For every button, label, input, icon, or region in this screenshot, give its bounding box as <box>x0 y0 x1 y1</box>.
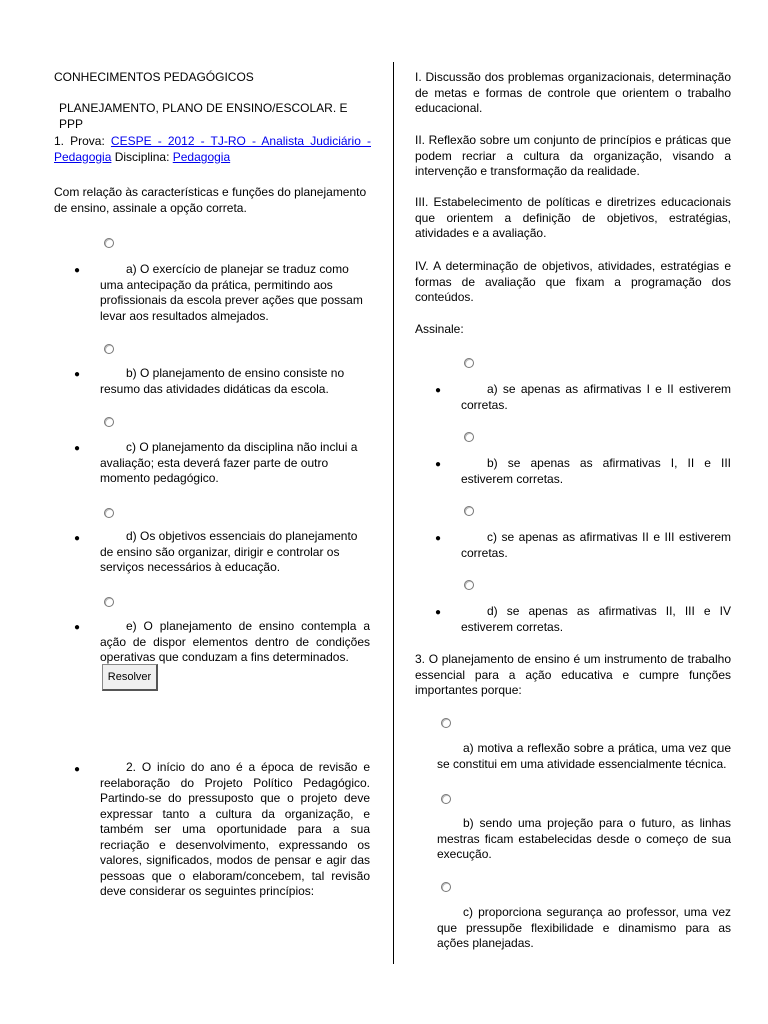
assinale-label: Assinale: <box>415 322 464 336</box>
q3-option-c-text: c) proporciona segurança ao professor, uma vez que pressupõe flexibilidade e dinamismo para as ações planejadas. <box>437 905 731 950</box>
option-e-radio[interactable] <box>104 597 114 607</box>
subsection-heading: PLANEJAMENTO, PLANO DE ENSINO/ESCOLAR. E PPP <box>59 101 348 131</box>
option-b-text: b) O planejamento de ensino consiste no resumo das atividades didáticas da escola. <box>100 366 345 396</box>
disciplina-label: Disciplina: <box>111 149 173 164</box>
q2-option-b-radio[interactable] <box>464 432 474 442</box>
option-a-radio[interactable] <box>104 238 114 248</box>
bullet-icon: ● <box>74 443 81 454</box>
bullet-icon: ● <box>435 607 442 618</box>
statement-iv: IV. A determinação de objetivos, atividades, estratégias e formas de avaliação que fixam a programação dos conteúdos. <box>415 259 731 304</box>
statement-iii: III. Estabelecimento de políticas e diretrizes educacionais que orientem a definição de objetivos, estratégias, atividades e a avaliação. <box>415 195 731 240</box>
bullet-icon: ● <box>74 764 81 775</box>
q2-option-a-radio[interactable] <box>464 358 474 368</box>
q3-option-a-radio[interactable] <box>441 718 451 728</box>
disciplina-link[interactable]: Pedagogia <box>172 149 231 164</box>
q2-option-a-text: a) se apenas as afirmativas I e II estiverem corretas. <box>461 382 731 412</box>
q3-option-c-radio[interactable] <box>441 882 451 892</box>
prova-link[interactable]: CESPE - 2012 - TJ-RO - Analista Judiciário - Pedagogia <box>54 134 371 164</box>
q2-option-b-text: b) se apenas as afirmativas I, II e III estiverem corretas. <box>461 456 731 486</box>
bullet-icon: ● <box>74 265 81 276</box>
q3-option-b-radio[interactable] <box>441 794 451 804</box>
q3-option-a-text: a) motiva a reflexão sobre a prática, uma vez que se constitui em uma atividade essencialmente técnica. <box>437 741 731 771</box>
statement-i: I. Discussão dos problemas organizacionais, determinação de metas e formas de controle que orientem o trabalho educacional. <box>415 70 731 115</box>
bullet-icon: ● <box>435 385 442 396</box>
column-divider <box>393 62 394 964</box>
option-b-radio[interactable] <box>104 344 114 354</box>
option-d-radio[interactable] <box>104 508 114 518</box>
q2-option-c-text: c) se apenas as afirmativas II e III estiverem corretas. <box>461 530 731 560</box>
option-c-text: c) O planejamento da disciplina não inclui a avaliação; esta deverá fazer parte de outro momento pedagógico. <box>100 440 358 485</box>
question-3-stem: 3. O planejamento de ensino é um instrumento de trabalho essencial para a ação educativa e cumpre funções importantes porque: <box>415 652 731 697</box>
question-2-stem: 2. O início do ano é a época de revisão e reelaboração do Projeto Político Pedagógico. Partindo-se do pressuposto que o projeto deve expressar tanto a cultura da organização, e também ser uma oportunidade para a sua recriação e desenvolvimento, expressando os valores, significados, modos de pensar e agir das pessoas que o elaboram/concebem, tal revisão deve considerar os seguintes princípios: <box>100 760 370 898</box>
statement-ii: II. Reflexão sobre um conjunto de princípios e práticas que podem recriar a cultura da organização, visando a intervenção e transformação da realidade. <box>415 133 731 178</box>
option-c-radio[interactable] <box>104 417 114 427</box>
question-1-header <box>54 134 371 165</box>
option-d-text: d) Os objetivos essenciais do planejamento de ensino são organizar, dirigir e controlar os serviços necessários à educação. <box>100 529 358 574</box>
option-a-text: a) O exercício de planejar se traduz como uma antecipação da prática, permitindo aos profissionais da escola prever ações que possam levar aos resultados almejados. <box>100 262 363 323</box>
q2-option-c-radio[interactable] <box>464 506 474 516</box>
question-1-stem: Com relação às características e funções do planejamento de ensino, assinale a opção correta. <box>54 185 367 215</box>
section-heading: CONHECIMENTOS PEDAGÓGICOS <box>54 70 254 84</box>
question-number: 1. Prova: <box>54 134 111 148</box>
option-e-text: e) O planejamento de ensino contempla a ação de dispor elementos dentro de condições operativas que conduzam a fins determinados. <box>100 619 370 664</box>
bullet-icon: ● <box>435 533 442 544</box>
q2-option-d-radio[interactable] <box>464 580 474 590</box>
bullet-icon: ● <box>74 533 81 544</box>
resolver-button[interactable]: Resolver <box>102 664 158 691</box>
q3-option-b-text: b) sendo uma projeção para o futuro, as linhas mestras ficam estabelecidas desde o começo de sua execução. <box>437 816 731 861</box>
q2-option-d-text: d) se apenas as afirmativas II, III e IV estiverem corretas. <box>461 604 731 634</box>
bullet-icon: ● <box>435 459 442 470</box>
bullet-icon: ● <box>74 622 81 633</box>
bullet-icon: ● <box>74 369 81 380</box>
